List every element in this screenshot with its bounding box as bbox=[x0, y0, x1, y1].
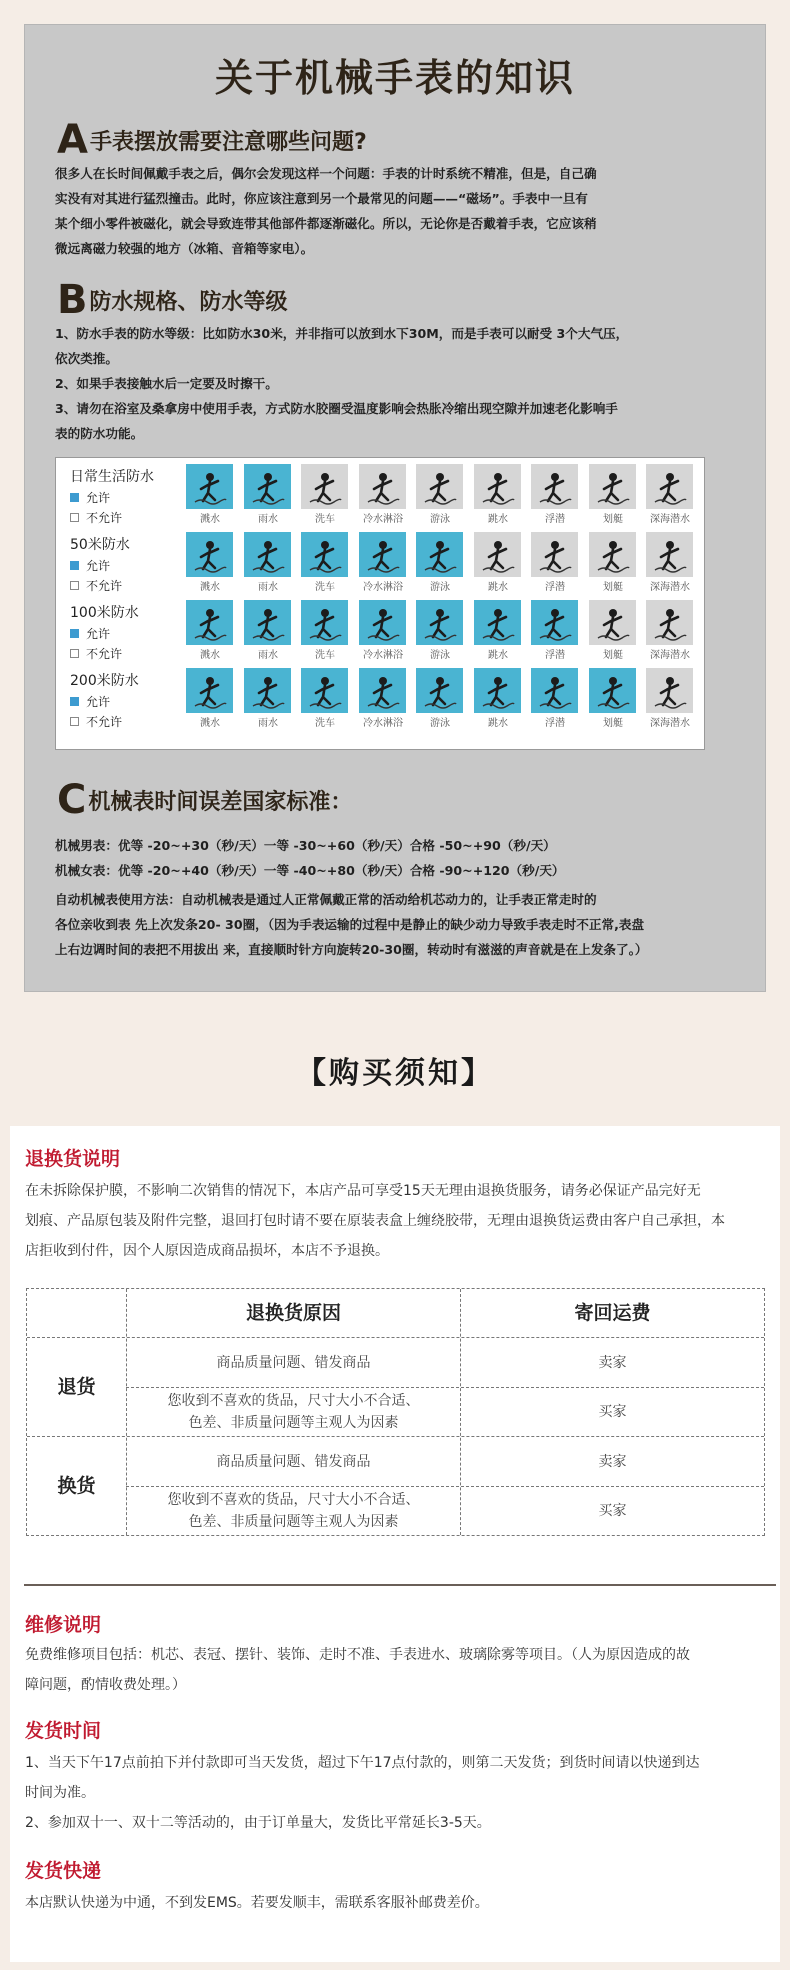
waterproof-level-label bbox=[70, 602, 180, 662]
returns-heading: 退换货说明 bbox=[25, 1148, 121, 1170]
swimming-icon bbox=[416, 532, 463, 577]
rowing-icon bbox=[589, 668, 636, 713]
section-a-line: 微远离磁力较强的地方（冰箱、音箱等家电）。 bbox=[55, 241, 314, 256]
rain-icon bbox=[244, 668, 291, 713]
waterproof-row bbox=[56, 526, 704, 594]
activity-label: 雨水 bbox=[258, 718, 278, 729]
waterproof-row bbox=[56, 594, 704, 662]
rain-icon bbox=[244, 600, 291, 645]
section-divider bbox=[24, 1584, 776, 1586]
waterproof-row bbox=[56, 458, 704, 526]
section-b-title: 防水规格、防水等级 bbox=[89, 290, 288, 315]
reason-cell: 商品质量问题、错发商品 bbox=[216, 1453, 371, 1470]
waterproof-level-label bbox=[70, 534, 180, 594]
activity-label: 划艇 bbox=[603, 718, 623, 729]
legend-allow: 允许 bbox=[70, 557, 180, 574]
activity-label: 雨水 bbox=[258, 582, 278, 593]
activity-label: 浮潜 bbox=[545, 582, 565, 593]
header-reason: 退换货原因 bbox=[245, 1302, 341, 1324]
diving-icon bbox=[474, 668, 521, 713]
section-b-line: 1、防水手表的防水等级：比如防水30米，并非指可以放到水下30M，而是手表可以耐受 3个大气压， bbox=[55, 326, 629, 341]
car-wash-icon bbox=[301, 668, 348, 713]
allow-swatch-icon bbox=[70, 493, 79, 502]
payer-cell: 买家 bbox=[598, 1503, 627, 1519]
activity-label: 雨水 bbox=[258, 650, 278, 661]
splash-icon bbox=[186, 532, 233, 577]
section-b-line: 表的防水功能。 bbox=[55, 426, 144, 441]
legend-deny: 不允许 bbox=[70, 509, 180, 526]
section-c-line: 各位亲收到表 先上次发条20- 30圈，（因为手表运输的过程中是静止的缺少动力导致手表走时不正常,表盘 bbox=[55, 917, 645, 932]
shipping-time-heading: 发货时间 bbox=[25, 1720, 102, 1742]
snorkeling-icon bbox=[531, 464, 578, 509]
deep-sea-diving-icon bbox=[646, 464, 693, 509]
activity-label: 跳水 bbox=[488, 582, 508, 593]
activity-label: 深海潜水 bbox=[650, 650, 690, 661]
waterproof-level: 50米防水 bbox=[70, 537, 130, 553]
diving-icon bbox=[474, 600, 521, 645]
snorkeling-icon bbox=[531, 668, 578, 713]
activity-label: 划艇 bbox=[603, 582, 623, 593]
activity-label: 洗车 bbox=[315, 514, 335, 525]
payer-cell: 卖家 bbox=[598, 1453, 627, 1470]
activity-label: 浮潜 bbox=[545, 718, 565, 729]
activity-label: 划艇 bbox=[603, 514, 623, 525]
watch-knowledge-panel bbox=[24, 24, 766, 992]
rowing-icon bbox=[589, 532, 636, 577]
activity-label: 游泳 bbox=[430, 718, 450, 729]
cold-shower-icon bbox=[359, 464, 406, 509]
activity-label: 洗车 bbox=[315, 582, 335, 593]
car-wash-icon bbox=[301, 600, 348, 645]
group-return: 退货 bbox=[57, 1376, 96, 1398]
knowledge-title: 关于机械手表的知识 bbox=[214, 56, 575, 100]
repair-heading: 维修说明 bbox=[25, 1614, 102, 1636]
activity-label: 浮潜 bbox=[545, 514, 565, 525]
section-c-line: 机械女表：优等 -20~+40（秒/天）一等 -40~+80（秒/天）合格 -90~+120（秒/天） bbox=[55, 863, 565, 878]
splash-icon bbox=[186, 464, 233, 509]
rowing-icon bbox=[589, 464, 636, 509]
section-c-title: 机械表时间误差国家标准： bbox=[88, 790, 353, 815]
section-a-letter: A bbox=[57, 117, 88, 163]
activity-label: 游泳 bbox=[430, 582, 450, 593]
shipping-time-line: 时间为准。 bbox=[25, 1785, 95, 1801]
cold-shower-icon bbox=[359, 668, 406, 713]
car-wash-icon bbox=[301, 464, 348, 509]
deny-swatch-icon bbox=[70, 581, 79, 590]
activity-label: 冷水淋浴 bbox=[363, 514, 403, 525]
allow-swatch-icon bbox=[70, 629, 79, 638]
activity-label: 深海潜水 bbox=[650, 514, 690, 525]
activity-label: 冷水淋浴 bbox=[363, 718, 403, 729]
rain-icon bbox=[244, 532, 291, 577]
legend-deny: 不允许 bbox=[70, 713, 180, 730]
payer-cell: 买家 bbox=[598, 1404, 627, 1420]
purchase-notes-panel bbox=[10, 1126, 780, 1962]
shipping-time-line: 1、当天下午17点前拍下并付款即可当天发货，超过下午17点付款的，则第二天发货；到货时间请以快递到达 bbox=[25, 1755, 700, 1771]
legend-allow: 允许 bbox=[70, 693, 180, 710]
activity-label: 浮潜 bbox=[545, 650, 565, 661]
allow-swatch-icon bbox=[70, 697, 79, 706]
section-c-line: 上右边调时间的表把不用拔出 来，直接顺时针方向旋转20-30圈，转动时有滋滋的声音就是在上发条了。） bbox=[55, 942, 648, 957]
car-wash-icon bbox=[301, 532, 348, 577]
legend-deny: 不允许 bbox=[70, 645, 180, 662]
cold-shower-icon bbox=[359, 532, 406, 577]
waterproof-table bbox=[55, 457, 705, 750]
deny-swatch-icon bbox=[70, 717, 79, 726]
purchase-notes-title: 【购买须知】 bbox=[296, 1056, 494, 1091]
activity-label: 跳水 bbox=[488, 718, 508, 729]
deny-swatch-icon bbox=[70, 513, 79, 522]
payer-cell: 卖家 bbox=[598, 1354, 627, 1371]
repair-line: 障问题，酌情收费处理。） bbox=[25, 1677, 186, 1693]
section-c-line: 自动机械表使用方法：自动机械表是通过人正常佩戴正常的活动给机芯动力的，让手表正常走时的 bbox=[55, 892, 597, 907]
returns-line: 划痕、产品原包装及附件完整，退回打包时请不要在原装表盒上缠绕胶带，无理由退换货运费由客户自己承担，本 bbox=[25, 1213, 725, 1229]
cold-shower-icon bbox=[359, 600, 406, 645]
activity-label: 雨水 bbox=[258, 514, 278, 525]
deep-sea-diving-icon bbox=[646, 600, 693, 645]
deep-sea-diving-icon bbox=[646, 668, 693, 713]
header-shipping-fee: 寄回运费 bbox=[574, 1302, 651, 1324]
allow-swatch-icon bbox=[70, 561, 79, 570]
activity-label: 洗车 bbox=[315, 650, 335, 661]
section-c-heading bbox=[57, 777, 352, 823]
activity-label: 溅水 bbox=[200, 514, 220, 525]
section-b-line: 依次类推。 bbox=[55, 351, 118, 366]
deny-swatch-icon bbox=[70, 649, 79, 658]
activity-label: 深海潜水 bbox=[650, 582, 690, 593]
waterproof-row bbox=[56, 662, 704, 730]
section-a-line: 实没有对其进行猛烈撞击。此时，你应该注意到另一个最常见的问题——“磁场”。手表中一旦有 bbox=[55, 191, 588, 206]
section-a-heading bbox=[57, 117, 367, 163]
waterproof-level: 日常生活防水 bbox=[70, 469, 154, 485]
activity-label: 冷水淋浴 bbox=[363, 582, 403, 593]
section-b-letter: B bbox=[57, 277, 88, 323]
swimming-icon bbox=[416, 464, 463, 509]
return-policy-table bbox=[26, 1288, 765, 1536]
splash-icon bbox=[186, 600, 233, 645]
activity-label: 冷水淋浴 bbox=[363, 650, 403, 661]
section-c-letter: C bbox=[57, 777, 87, 823]
reason-cell: 您收到不喜欢的货品，尺寸大小不合适、 色差、非质量问题等主观人为因素 bbox=[167, 1492, 420, 1530]
reason-cell: 您收到不喜欢的货品，尺寸大小不合适、 色差、非质量问题等主观人为因素 bbox=[167, 1393, 420, 1431]
section-c-line: 机械男表：优等 -20~+30（秒/天）一等 -30~+60（秒/天）合格 -50~+90（秒/天） bbox=[55, 838, 556, 853]
group-exchange: 换货 bbox=[57, 1475, 96, 1497]
returns-line: 在未拆除保护膜，不影响二次销售的情况下，本店产品可享受15天无理由退换货服务，请务必保证产品完好无 bbox=[25, 1183, 701, 1199]
legend-deny: 不允许 bbox=[70, 577, 180, 594]
section-a-line: 很多人在长时间佩戴手表之后，偶尔会发现这样一个问题：手表的计时系统不精准，但是，自己确 bbox=[55, 166, 597, 181]
activity-label: 游泳 bbox=[430, 650, 450, 661]
section-b-heading bbox=[57, 277, 288, 323]
waterproof-level: 100米防水 bbox=[70, 605, 139, 621]
rowing-icon bbox=[589, 600, 636, 645]
section-b-line: 2、如果手表接触水后一定要及时擦干。 bbox=[55, 376, 278, 391]
returns-line: 店拒收到付件，因个人原因造成商品损坏，本店不予退换。 bbox=[25, 1243, 389, 1259]
activity-label: 溅水 bbox=[200, 582, 220, 593]
activity-label: 洗车 bbox=[315, 718, 335, 729]
splash-icon bbox=[186, 668, 233, 713]
activity-label: 溅水 bbox=[200, 650, 220, 661]
repair-line: 免费维修项目包括：机芯、表冠、摆针、装饰、走时不准、手表进水、玻璃除雾等项目。（人为原因造成的故 bbox=[25, 1647, 690, 1663]
swimming-icon bbox=[416, 600, 463, 645]
legend-allow: 允许 bbox=[70, 625, 180, 642]
rain-icon bbox=[244, 464, 291, 509]
courier-line: 本店默认快递为中通，不到发EMS。若要发顺丰，需联系客服补邮费差价。 bbox=[25, 1895, 489, 1911]
section-a-title: 手表摆放需要注意哪些问题? bbox=[89, 130, 367, 155]
activity-label: 跳水 bbox=[488, 514, 508, 525]
diving-icon bbox=[474, 532, 521, 577]
waterproof-level-label bbox=[70, 670, 180, 730]
legend-allow: 允许 bbox=[70, 489, 180, 506]
shipping-time-line: 2、参加双十一、双十二等活动的，由于订单量大，发货比平常延长3-5天。 bbox=[25, 1815, 491, 1831]
waterproof-level-label bbox=[70, 466, 180, 526]
swimming-icon bbox=[416, 668, 463, 713]
waterproof-level: 200米防水 bbox=[70, 673, 139, 689]
snorkeling-icon bbox=[531, 532, 578, 577]
reason-cell: 商品质量问题、错发商品 bbox=[216, 1354, 371, 1371]
deep-sea-diving-icon bbox=[646, 532, 693, 577]
activity-label: 划艇 bbox=[603, 650, 623, 661]
snorkeling-icon bbox=[531, 600, 578, 645]
diving-icon bbox=[474, 464, 521, 509]
activity-label: 游泳 bbox=[430, 514, 450, 525]
activity-label: 深海潜水 bbox=[650, 718, 690, 729]
section-b-line: 3、请勿在浴室及桑拿房中使用手表，方式防水胶圈受温度影响会热胀冷缩出现空隙并加速老化影响手 bbox=[55, 401, 618, 416]
courier-heading: 发货快递 bbox=[25, 1860, 102, 1882]
section-a-line: 某个细小零件被磁化，就会导致连带其他部件都逐渐磁化。所以，无论你是否戴着手表，它应该稍 bbox=[55, 216, 597, 231]
activity-label: 跳水 bbox=[488, 650, 508, 661]
activity-label: 溅水 bbox=[200, 718, 220, 729]
